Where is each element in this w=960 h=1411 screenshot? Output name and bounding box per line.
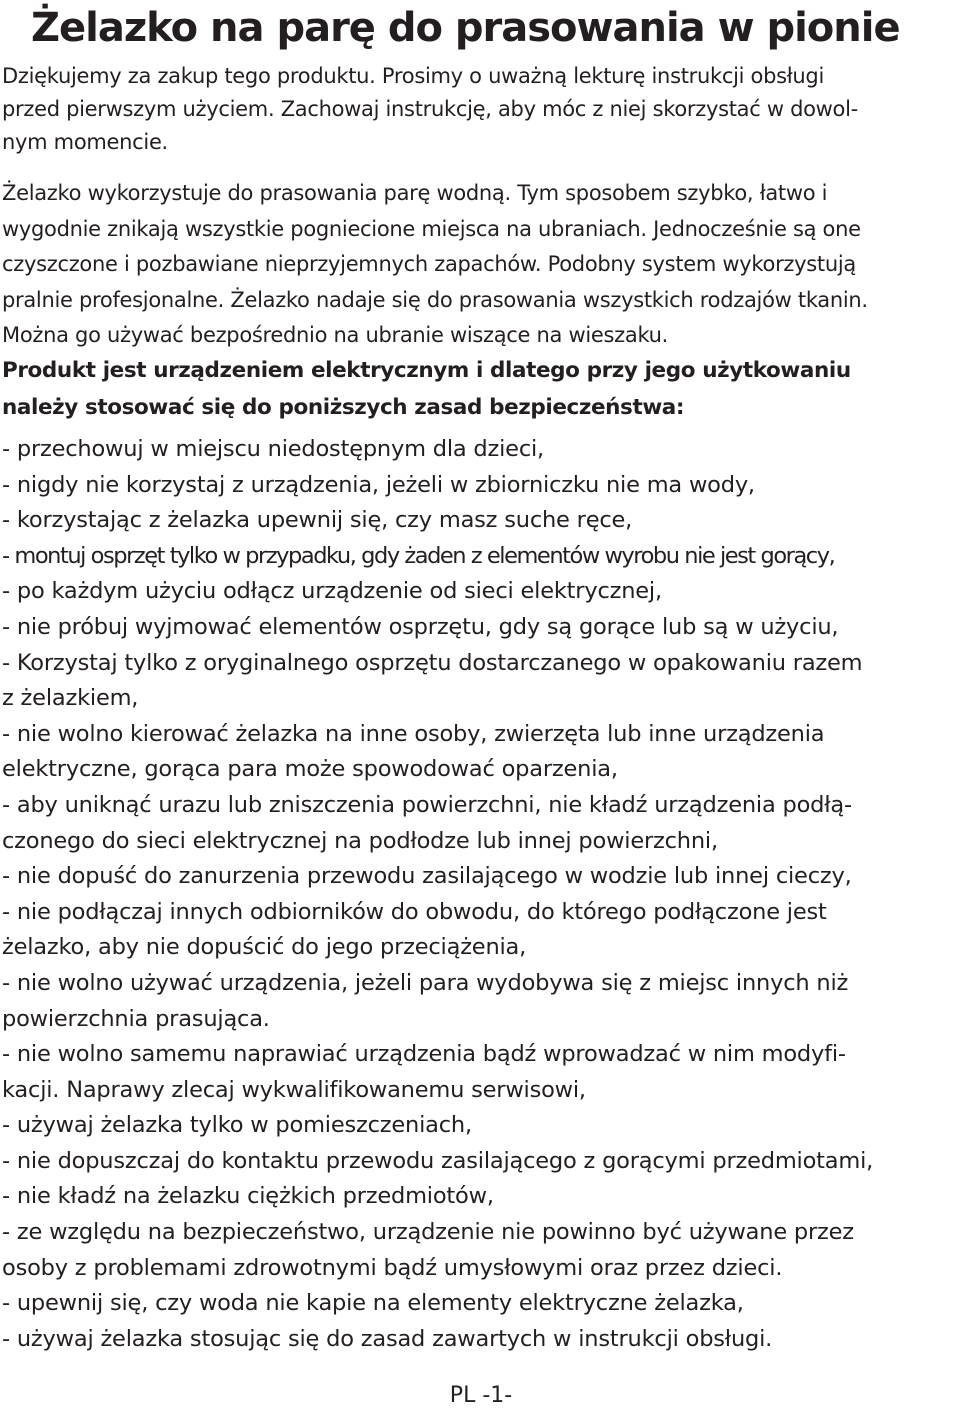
safety-rule-line: powierzchnia prasująca. [2, 1005, 270, 1032]
safety-rule-line: elektryczne, gorąca para może spowodować oparzenia, [2, 756, 618, 783]
description-paragraph [2, 176, 957, 354]
safety-rule [2, 468, 960, 504]
intro-line: nym momencie. [2, 130, 168, 154]
page-title: Żelazko na parę do prasowania w pionie [31, 5, 900, 51]
page-number-label: PL -1- [449, 1383, 513, 1408]
safety-rule-line: - nie kładź na żelazku ciężkich przedmiotów, [2, 1183, 494, 1210]
safety-rule [2, 717, 960, 788]
warning-line: należy stosować się do poniższych zasad bezpieczeństwa: [2, 395, 685, 420]
safety-rule-line: - korzystając z żelazka upewnij się, czy masz suche ręce, [2, 507, 633, 534]
safety-rule-line: - po każdym użyciu odłącz urządzenie od sieci elektrycznej, [2, 578, 662, 605]
safety-rule-line: - nie wolno używać urządzenia, jeżeli para wydobywa się z miejsc innych niż [2, 969, 849, 996]
safety-rule-line: - przechowuj w miejscu niedostępnym dla dzieci, [2, 436, 544, 462]
safety-rule-line: z żelazkiem, [2, 685, 139, 712]
safety-rule-line: - montuj osprzęt tylko w przypadku, gdy żaden z elementów wyrobu nie jest gorący, [2, 542, 835, 569]
safety-rule [2, 1108, 960, 1144]
safety-rule [2, 788, 960, 859]
safety-rule-line: - nigdy nie korzystaj z urządzenia, jeżeli w zbiorniczku nie ma wody, [2, 471, 755, 498]
safety-rule-line: - nie dopuszczaj do kontaktu przewodu zasilającego z gorącymi przedmiotami, [2, 1147, 874, 1174]
safety-rule-line: - nie wolno kierować żelazka na inne osoby, zwierzęta lub inne urządzenia [2, 720, 825, 747]
safety-rule-line: - używaj żelazka stosując się do zasad zawartych w instrukcji obsługi. [2, 1325, 773, 1352]
safety-warning-heading [2, 352, 957, 426]
safety-rule-line: żelazko, aby nie dopuścić do jego przeciążenia, [2, 934, 527, 961]
safety-rule [2, 1037, 960, 1108]
safety-rule [2, 895, 960, 966]
description-line: pralnie profesjonalne. Żelazko nadaje się do prasowania wszystkich rodzajów tkanin. [2, 287, 868, 312]
safety-rule [2, 966, 960, 1037]
safety-rule [2, 859, 960, 895]
safety-rule [2, 610, 960, 646]
safety-rule [2, 539, 960, 575]
page-number [0, 1381, 960, 1411]
warning-line: Produkt jest urządzeniem elektrycznym i dlatego przy jego użytkowaniu [2, 358, 851, 383]
safety-rule-line: osoby z problemami zdrowotnymi bądź umysłowymi oraz przez dzieci. [2, 1254, 783, 1281]
safety-rule-line: czonego do sieci elektrycznej na podłodze lub innej powierzchni, [2, 827, 718, 854]
safety-rule [2, 1286, 960, 1322]
safety-rule-line: - nie podłączaj innych odbiorników do obwodu, do którego podłączone jest [2, 898, 827, 925]
safety-rule [2, 646, 960, 717]
safety-rule [2, 1322, 960, 1358]
safety-rule-line: - nie próbuj wyjmować elementów osprzętu, gdy są gorące lub są w użyciu, [2, 613, 839, 640]
safety-rules-list [2, 432, 960, 1357]
description-line: Można go używać bezpośrednio na ubranie wiszące na wieszaku. [2, 323, 669, 347]
safety-rule-line: - Korzystaj tylko z oryginalnego osprzętu dostarczanego w opakowaniu razem [2, 649, 863, 676]
description-line: wygodnie znikają wszystkie pogniecione miejsca na ubraniach. Jednocześnie są one [2, 216, 861, 241]
safety-rule-line: - używaj żelazka tylko w pomieszczeniach, [2, 1112, 472, 1139]
safety-rule-line: - aby uniknąć urazu lub zniszczenia powierzchni, nie kładź urządzenia podłą- [2, 791, 852, 818]
safety-rule [2, 574, 960, 610]
intro-line: Dziękujemy za zakup tego produktu. Prosimy o uważną lekturę instrukcji obsługi [2, 64, 824, 88]
safety-rule-line: - nie dopuść do zanurzenia przewodu zasilającego w wodzie lub innej cieczy, [2, 863, 852, 890]
safety-rule-line: - ze względu na bezpieczeństwo, urządzenie nie powinno być używane przez [2, 1219, 854, 1246]
safety-rule [2, 1215, 960, 1286]
safety-rule [2, 1144, 960, 1180]
safety-rule [2, 503, 960, 539]
description-line: Żelazko wykorzystuje do prasowania parę wodną. Tym sposobem szybko, łatwo i [2, 181, 828, 205]
safety-rule [2, 432, 960, 468]
safety-rule-line: - upewnij się, czy woda nie kapie na elementy elektryczne żelazka, [2, 1290, 744, 1317]
safety-rule-line: kacji. Naprawy zlecaj wykwalifikowanemu serwisowi, [2, 1076, 586, 1103]
safety-rule [2, 1179, 960, 1215]
safety-rule-line: - nie wolno samemu naprawiać urządzenia bądź wprowadzać w nim modyfi- [2, 1041, 846, 1068]
intro-line: przed pierwszym użyciem. Zachowaj instrukcję, aby móc z niej skorzystać w dowol- [2, 97, 858, 121]
description-line: czyszczone i pozbawiane nieprzyjemnych zapachów. Podobny system wykorzystują [2, 252, 856, 276]
intro-paragraph [2, 60, 952, 159]
